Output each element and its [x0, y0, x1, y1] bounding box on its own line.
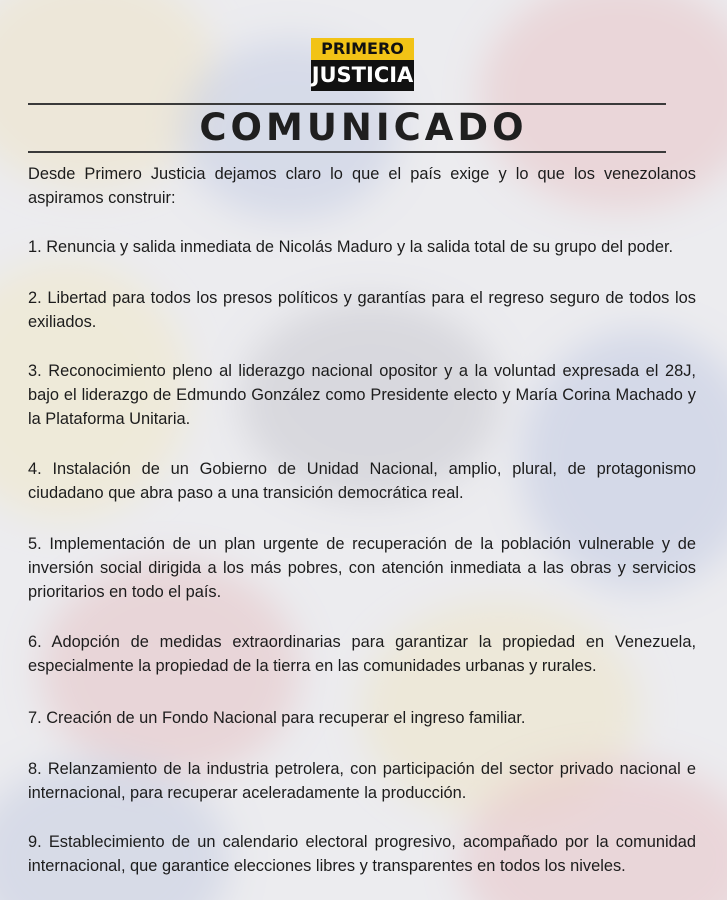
- intro-paragraph: Desde Primero Justicia dejamos claro lo que el país exige y lo que los venezolanos aspiramos construir:: [28, 165, 696, 207]
- logo-line-2: JUSTICIA: [311, 60, 414, 91]
- primero-justicia-logo: [311, 38, 414, 91]
- list-item-8: 8. Relanzamiento de la industria petrolera, con participación del sector privado nacional e internacional, para recuperar aceleradamente la producción.: [28, 760, 696, 802]
- divider-bottom: [28, 151, 666, 153]
- list-item-5: 5. Implementación de un plan urgente de recuperación de la población vulnerable y de inversión social dirigida a los más pobres, con atención inmediata a las obras y servicios prioritarios en todo el país.: [28, 535, 696, 601]
- list-item-7: 7. Creación de un Fondo Nacional para recuperar el ingreso familiar.: [28, 709, 526, 727]
- list-item-6: 6. Adopción de medidas extraordinarias para garantizar la propiedad en Venezuela, especialmente la propiedad de la tierra en las comunidades urbanas y rurales.: [28, 633, 696, 675]
- page-title: COMUNICADO: [199, 106, 528, 149]
- logo-line-1: PRIMERO: [311, 38, 414, 60]
- list-item-9: 9. Establecimiento de un calendario electoral progresivo, acompañado por la comunidad internacional, que garantice elecciones libres y transparentes en todos los niveles.: [28, 833, 696, 875]
- list-item-1: 1. Renuncia y salida inmediata de Nicolás Maduro y la salida total de su grupo del poder.: [28, 238, 674, 256]
- list-item-3: 3. Reconocimiento pleno al liderazgo nacional opositor y a la voluntad expresada el 28J, bajo el liderazgo de Edmundo González como Presidente electo y María Corina Machado y la Plataforma Unitaria.: [28, 362, 696, 428]
- list-item-2: 2. Libertad para todos los presos políticos y garantías para el regreso seguro de todos los exiliados.: [28, 289, 696, 331]
- list-item-4: 4. Instalación de un Gobierno de Unidad Nacional, amplio, plural, de protagonismo ciudadano que abra paso a una transición democrática real.: [28, 460, 696, 502]
